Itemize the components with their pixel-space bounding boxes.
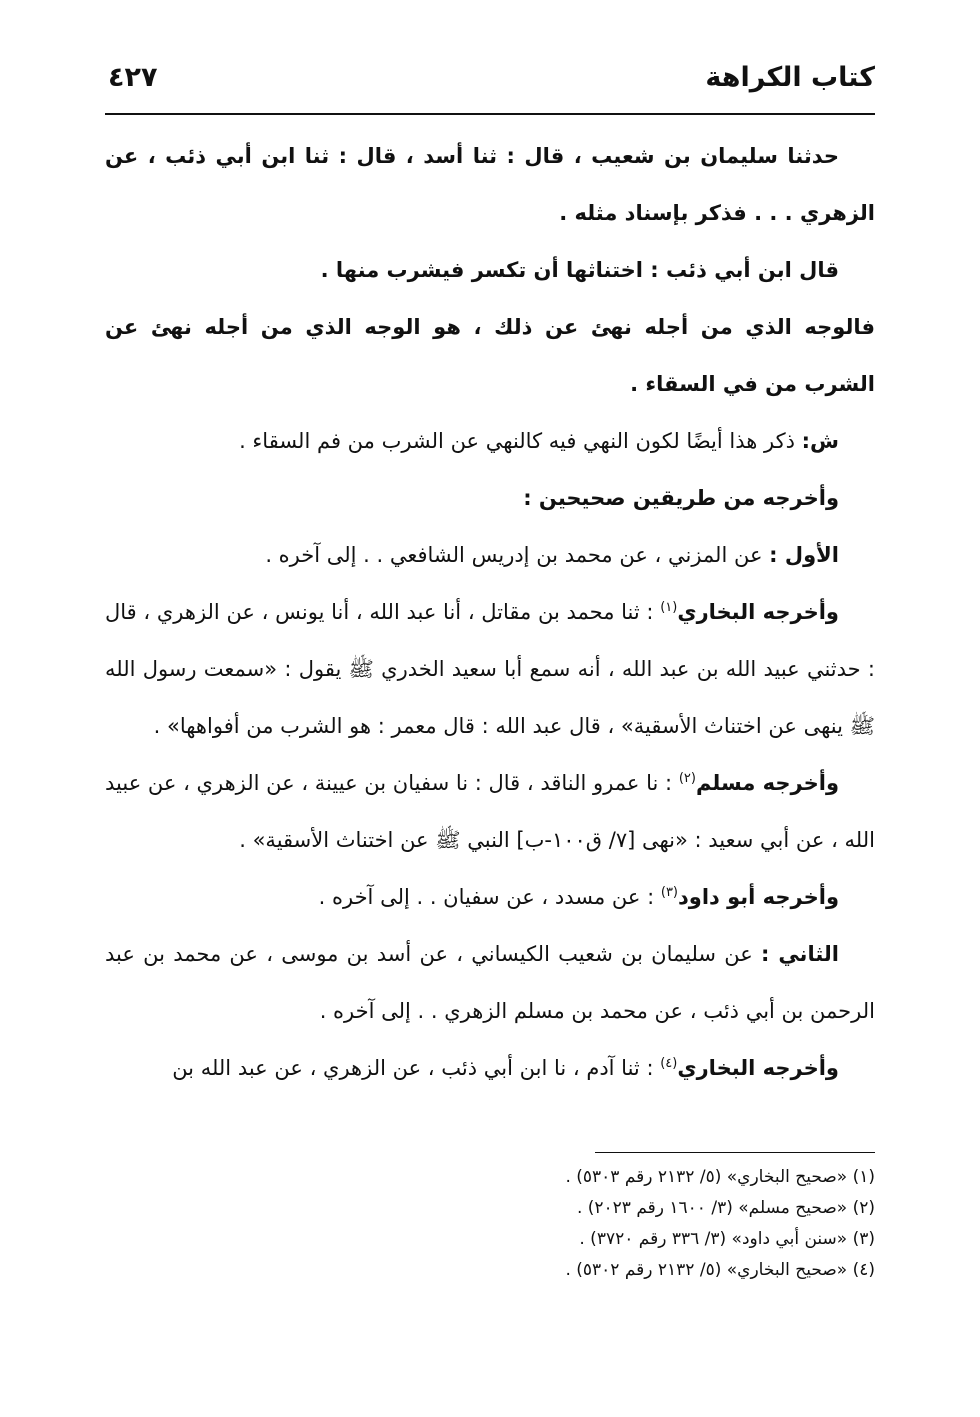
running-header-title: كتاب الكراهة [705,62,875,93]
body-text [105,128,875,1097]
paragraph-text: قال ابن أبي ذئب : اختناثها أن تكسر فيشرب منها . [320,258,839,282]
paragraph-text: : ثنا آدم ، نا ابن أبي ذئب ، عن الزهري ، عن عبد الله بن [172,1056,661,1080]
footnote-reference[interactable]: (٢) [678,771,696,786]
paragraph-muslim [105,755,875,869]
paragraph-bukhari-2 [105,1040,875,1097]
footnote-reference[interactable]: (٤) [660,1056,678,1071]
paragraph-lead: وأخرجه البخاري [677,1056,839,1080]
paragraph-text: : نا عمرو الناقد ، قال : نا سفيان بن عيينة ، عن الزهري ، عن عبيد الله ، عن أبي سعيد : «نهى [٧/ ق١٠٠-ب] النبي ﷺ عن اختناث الأسقية» . [105,771,875,852]
paragraph-conclusion [105,299,875,413]
footnotes [105,1162,875,1286]
paragraph-isnad [105,128,875,242]
paragraph-text: وأخرجه من طريقين صحيحين : [523,486,839,510]
paragraph-second-route [105,926,875,1040]
paragraph-lead: وأخرجه البخاري [677,600,839,624]
paragraph-lead: وأخرجه مسلم [695,771,839,795]
paragraph-text: حدثنا سليمان بن شعيب ، قال : ثنا أسد ، قال : ثنا ابن أبي ذئب ، عن الزهري . . . فذكر بإسناد مثله . [105,144,875,225]
paragraph-abu-dawud [105,869,875,926]
paragraph-text: : ثنا محمد بن مقاتل ، أنا عبد الله ، أنا يونس ، عن الزهري ، قال : حدثني عبيد الله بن عبد الله ، أنه سمع أبا سعيد الخدري ﷺ يقول : «سمعت رسول الله ﷺ ينهى عن اختناث الأسقية» ، قال عبد الله : قال معمر : هو الشرب من أفواهها» . [105,600,875,738]
paragraph-text: عن سليمان بن شعيب الكيساني ، عن أسد بن موسى ، عن محمد بن عبد الرحمن بن أبي ذئب ، عن محمد بن مسلم الزهري . . إلى آخره . [105,942,875,1023]
paragraph-lead: وأخرجه أبو داود [678,885,839,909]
paragraph-two-routes [105,470,875,527]
footnote-reference[interactable]: (١) [660,600,678,615]
paragraph-text: فالوجه الذي من أجله نهئ عن ذلك ، هو الوجه الذي من أجله نهئ عن الشرب من في السقاء . [105,315,875,396]
paragraph-ibn-abi-dhib [105,242,875,299]
paragraph-first-route [105,527,875,584]
paragraph-text: ذكر هذا أيضًا لكون النهي فيه كالنهي عن الشرب من فم السقاء . [239,429,802,453]
page-number: ٤٢٧ [108,62,158,93]
footnote-3: (٣) «سنن أبي داود» (٣/ ٣٣٦ رقم ٣٧٢٠) . [579,1229,875,1249]
paragraph-bukhari-1 [105,584,875,755]
paragraph-lead: ش: [801,429,839,453]
paragraph-lead: الثاني : [761,942,839,966]
footnote-1: (١) «صحيح البخاري» (٥/ ٢١٣٢ رقم ٥٣٠٣) . [565,1167,875,1187]
footnote-rule [595,1152,875,1153]
header-rule [105,113,875,115]
paragraph-text: : عن مسدد ، عن سفيان . . إلى آخره . [318,885,661,909]
footnote-4: (٤) «صحيح البخاري» (٥/ ٢١٣٢ رقم ٥٣٠٢) . [565,1260,875,1280]
footnote-2: (٢) «صحيح مسلم» (٣/ ١٦٠٠ رقم ٢٠٢٣) . [576,1198,875,1218]
footnote-reference[interactable]: (٣) [660,885,678,900]
paragraph-text: عن المزني ، عن محمد بن إدريس الشافعي . . إلى آخره . [265,543,770,567]
paragraph-lead: الأول : [769,543,839,567]
paragraph-sharh [105,413,875,470]
